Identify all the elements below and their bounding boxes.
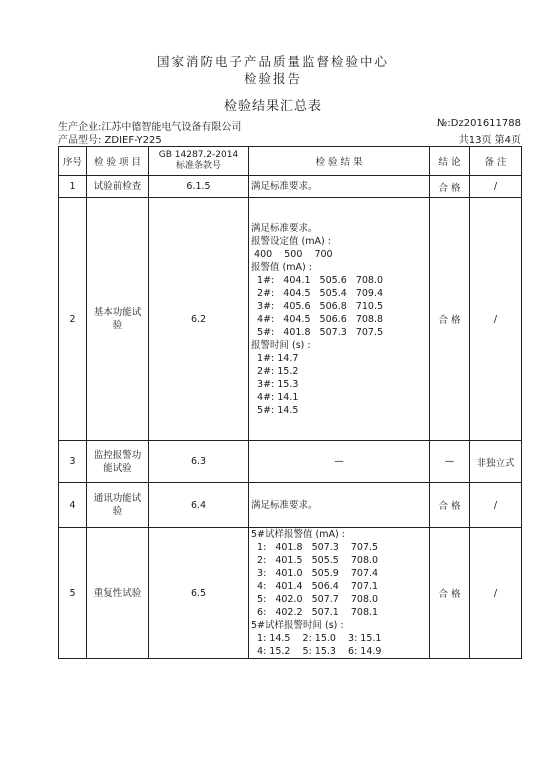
summary-title: 检验结果汇总表 (223, 99, 322, 114)
result-line: 满足标准要求。 (251, 181, 318, 192)
header-result: 检 验 结 果 (249, 147, 430, 176)
result-line: 400 500 700 (251, 248, 333, 260)
row-conclusion: 合 格 (430, 176, 470, 198)
report-number: №:Dz201611788 (437, 118, 521, 129)
model-line: 产品型号: ZDIEF-Y225 (58, 135, 162, 146)
result-line: 1: 401.8 507.3 707.5 (251, 542, 379, 553)
row-conclusion: 合 格 (430, 483, 470, 528)
header-remark: 备 注 (470, 147, 522, 176)
row-item-line: 验 (112, 506, 123, 517)
result-line: 报警设定值 (mA) : (251, 235, 331, 247)
result-line: 1#: 14.7 (251, 352, 299, 364)
result-line: 1#: 404.1 505.6 708.0 (251, 274, 384, 286)
row-item-line: 验 (112, 320, 123, 331)
table-row (59, 483, 522, 528)
header-item: 检 验 项 目 (87, 147, 149, 176)
header-row (59, 147, 522, 176)
result-line: 报警时间 (s) : (251, 339, 311, 351)
result-line: 3#: 405.6 506.8 710.5 (251, 300, 384, 312)
table-row (59, 441, 522, 483)
result-line: 3#: 15.3 (251, 378, 299, 390)
row-conclusion: — (430, 441, 470, 483)
org-title: 国家消防电子产品质量监督检验中心 (156, 54, 389, 69)
table-row (59, 198, 522, 441)
row-item-line: 监控报警功 (93, 449, 142, 461)
report-title: 检验报告 (243, 71, 302, 86)
row-item-line: 基本功能试 (93, 307, 142, 318)
row-seq: 5 (59, 528, 87, 659)
row-item (87, 441, 149, 483)
result-line: — (334, 456, 344, 467)
row-seq: 3 (59, 441, 87, 483)
row-result (249, 176, 430, 198)
page-count: 共13页 第4页 (458, 135, 521, 146)
row-item-line: 试验前检查 (93, 181, 142, 192)
row-item-line: 能试验 (103, 462, 132, 474)
result-line: 2#: 404.5 505.4 709.4 (251, 287, 384, 299)
result-line: 5#: 14.5 (251, 404, 299, 416)
header-conclusion: 结 论 (430, 147, 470, 176)
row-remark: / (470, 483, 522, 528)
result-line: 满足标准要求。 (251, 222, 318, 234)
result-line: 4#: 14.1 (251, 391, 299, 403)
result-line: 4: 15.2 5: 15.3 6: 14.9 (251, 646, 382, 657)
result-line: 2: 401.5 505.5 708.0 (251, 555, 379, 566)
result-line: 4: 401.4 506.4 707.1 (251, 581, 379, 592)
table-body (59, 176, 522, 659)
header-seq: 序号 (59, 147, 87, 176)
result-line: 5#试样报警时间 (s) : (251, 620, 344, 631)
row-result (249, 528, 430, 659)
result-line: 2#: 15.2 (251, 365, 299, 377)
row-conclusion: 合 格 (430, 198, 470, 441)
result-line: 5: 402.0 507.7 708.0 (251, 594, 379, 605)
row-remark: / (470, 528, 522, 659)
row-item (87, 483, 149, 528)
result-line: 满足标准要求。 (251, 499, 318, 511)
row-result (249, 483, 430, 528)
row-result (249, 441, 430, 483)
row-result (249, 198, 430, 441)
company-line: 生产企业:江苏中德智能电气设备有限公司 (58, 122, 242, 133)
result-line: 报警值 (mA) : (251, 261, 312, 273)
row-seq: 1 (59, 176, 87, 198)
row-conclusion: 合 格 (430, 528, 470, 659)
row-clause: 6.5 (149, 528, 249, 659)
row-item-line: 重复性试验 (93, 587, 142, 599)
row-clause: 6.3 (149, 441, 249, 483)
row-clause: 6.4 (149, 483, 249, 528)
result-line: 4#: 404.5 506.6 708.8 (251, 313, 384, 325)
result-line: 5#试样报警值 (mA) : (251, 529, 345, 540)
header-standard-code: GB 14287.2-2014 (158, 150, 239, 160)
row-seq: 4 (59, 483, 87, 528)
row-item (87, 528, 149, 659)
row-item-line: 通讯功能试 (93, 493, 142, 504)
table-row (59, 528, 522, 659)
row-item (87, 198, 149, 441)
result-line: 5#: 401.8 507.3 707.5 (251, 326, 384, 338)
row-seq: 2 (59, 198, 87, 441)
row-item (87, 176, 149, 198)
row-clause: 6.1.5 (149, 176, 249, 198)
header-standard-clause: 标准条款号 (175, 161, 221, 171)
result-line: 3: 401.0 505.9 707.4 (251, 568, 379, 579)
result-line: 1: 14.5 2: 15.0 3: 15.1 (251, 633, 382, 644)
results-table (58, 146, 522, 659)
header-standard (149, 147, 249, 176)
row-remark: / (470, 176, 522, 198)
row-clause: 6.2 (149, 198, 249, 441)
row-remark: / (470, 198, 522, 441)
result-line: 6: 402.2 507.1 708.1 (251, 607, 379, 618)
row-remark: 非独立式 (470, 441, 522, 483)
table-row (59, 176, 522, 198)
